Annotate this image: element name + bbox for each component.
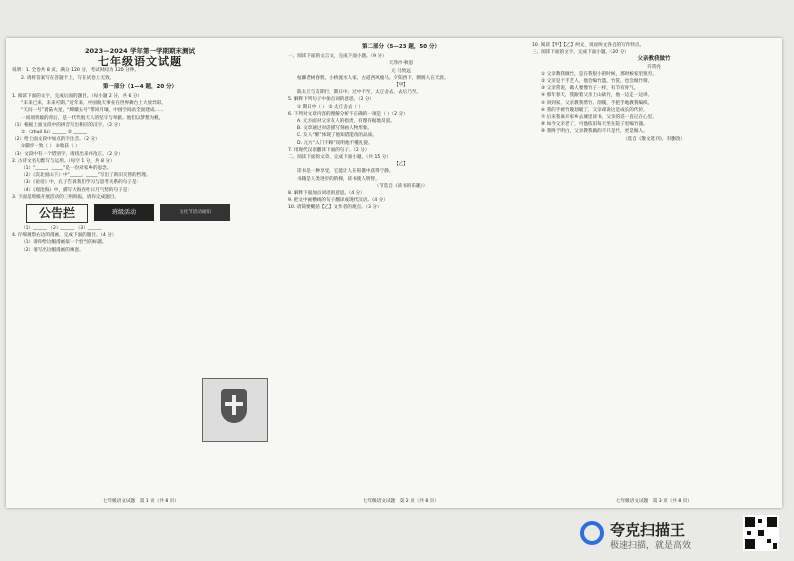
passage-label: 【甲】 [394,83,408,89]
poster-images [26,204,268,223]
q-line: 一、阅读下面的文言文，完成下面小题。（9 分） [288,54,387,60]
article-title: 父亲教我做竹 [637,56,671,63]
q-line: 三、阅读下面的文字，完成下面小题。（20 分） [532,50,629,56]
poster-1: 公告拦 [26,204,88,223]
note-2: 2. 请将答案写在答题卡上，写在试卷上无效。 [21,75,115,81]
page-footer: 七年级语文试题 第 1 页（共 8 页） [102,498,179,504]
cartoon-image [202,378,268,442]
page-footer: 七年级语文试题 第 2 页（共 8 页） [362,498,439,504]
article-para: ⑧ 如今父亲老了，可他依旧每天坐在院子里编竹器。 [541,122,648,128]
article-para: ① 父亲教我做竹，是在我很小的时候，那时候家里很穷。 [541,71,657,77]
exam-year: 2023—2024 学年第一学期期末测试 [85,47,195,55]
q-line: （1）______ （2）______ （3）______ [21,226,102,232]
poem-author: 元 马致远 [391,68,411,74]
page-1 [6,38,276,508]
q-line: A. 元方面对父亲友人的指责，有理有据地反驳。 [297,119,395,125]
q-line: “天问一号”着陆火星，“嫦娥五号”带回月壤，中国空间站全面建成…… [21,108,164,114]
exam-title: 七年级语文试题 [98,55,182,69]
q-line: 一项项突破的背后，是一代代航天人的坚守与奉献。他们以梦想为帆， [21,115,164,121]
cross-icon [225,402,243,406]
part-1-heading: 第一部分（1—4 题，20 分） [102,83,178,90]
q-line: 二、阅读下面的文章，完成下面小题。（共 15 分） [288,155,391,161]
q-line: （2）给上面文段中加点的字注音。（2 分） [12,137,100,143]
q-line: 3. 下面是班级开展活动的三则海报，请你完成题目。 [12,194,119,200]
q-line: D. 元方“入门不顾”说明他不懂礼貌。 [297,140,373,146]
article-para: ② 父亲是个手艺人，他会编竹篮、竹筐，也会做竹椅。 [541,79,653,85]
article-para: ⑤ 回到家，父亲教我劈竹、削篾，手把手地教我编织。 [541,100,653,106]
article-para: ③ 父亲常说，做人要像竹子一样，有节有骨气。 [541,86,639,92]
exam-paper [6,38,782,508]
passage-text: 读书是一种享受，它能让人在喧嚣中获得宁静。 [297,169,394,175]
watermark-name: 夸克扫描王 [610,521,686,539]
note-1: 说明：1. 全卷共 8 页，满分 120 分，考试时间为 120 分钟。 [12,68,139,74]
page-3 [526,38,782,508]
page-2 [282,38,520,508]
article-para: ⑥ 我的手被竹篾划破了，父亲却说这是成长的代价。 [541,107,648,113]
q-line: ① 期日中（ ） ② 太丘舍去（ ） [297,104,364,110]
q-line: 4. 仔细观察右边的漫画，完成下面的题目。（4 分） [12,233,117,239]
part-2-heading: 第二部分（5—23 题，50 分） [362,44,440,50]
q-line: （4）《观沧海》中，描写大海吞吐日月气势的句子是： [21,187,132,193]
article-author: 许常亮 [647,64,661,70]
q-line: 5. 解释下列句子中加点词的意思。（2 分） [288,97,375,103]
article-para: ④ 那年春天，我跟着父亲上山砍竹，他一边走一边讲。 [541,93,653,99]
quark-logo-icon [580,521,604,545]
poster-2: 班级活动 [94,204,154,221]
page-footer: 七年级语文试题 第 3 页（共 8 页） [615,498,692,504]
q-line: 2. 古诗文名句默写与运用。（每空 1 分，共 8 分） [12,158,115,164]
q-line: 7. 用现代汉语翻译下面的句子。（2 分） [288,147,370,153]
poster-3: 文化节活动通知 [160,204,230,221]
passage-text: 书籍是人类进步的阶梯，读书使人明智。 [297,176,380,182]
passage-label: 【乙】 [394,162,408,168]
q-line: （1）根据上面文段中的拼音写出相应的汉字。（2 分） [12,122,123,128]
q-line: 9. 把文中画横线的句子翻译成现代汉语。（4 分） [288,198,388,204]
q-line: （1）“_____，_____”是一份对家乡的思念。 [21,166,112,172]
article-para: ⑦ 后来我离开家乡去城里读书，父亲的话一直记在心里。 [541,115,657,121]
q-line: 8. 解释下面加点词语的意思。（4 分） [288,191,365,197]
q-line: B. 文章通过对话描写刻画人物形象。 [297,126,372,132]
article-source: （选自《散文选刊》，有删改） [622,136,685,142]
watermark-slogan: 极速扫描，就是高效 [610,541,692,551]
q-line: （1）请你给这幅漫画拟一个恰当的标题。 [21,240,107,246]
q-line: ① （zhuó lù）______ ② ______ [21,130,88,136]
q-line: （2）请写出这幅漫画的寓意。 [21,247,84,253]
q-line: ①脚步一致（ ） ②收获（ ） [21,144,80,150]
poem-text: 枯藤老树昏鸦，小桥流水人家，古道西风瘦马。夕阳西下，断肠人在天涯。 [297,75,449,81]
article-para: ⑨ 我终于明白，父亲教我做的不只是竹，更是做人。 [541,129,648,135]
q-line: （2）《次北固山下》中“_____，_____”写出了新旧交替的哲理。 [21,173,151,179]
scanner-watermark [580,515,780,553]
q-line: 1. 阅读下面的文字，完成后面的题目。（每小题 2 分，共 6 分） [12,94,143,100]
q-line: 6. 下列对文章内容的理解分析不正确的一项是（ ）（2 分） [288,111,408,117]
passage-source: （节选自《读书的乐趣》） [374,183,428,189]
passage-text: 陈太丘与友期行，期日中。过中不至，太丘舍去，去后乃至。 [297,90,422,96]
q-line: （3）文段中有一个错别字，请找出来并改正。（2 分） [12,151,123,157]
q-line: C. 友人“惭”体现了他知错能改的品质。 [297,133,377,139]
q-line: （3）《论语》中，孔子告诉我们学习与思考关系的句子是： [21,180,142,186]
q-line: “未来已来，未来可期。”近年来，中国航天事业在世界舞台上大放异彩。 [21,101,166,107]
qr-code-icon [743,515,779,551]
q-line: 10. 阅读【甲】【乙】两文，说说两文各自的写作特点。 [532,43,645,48]
poem-title: 天净沙·秋思 [388,61,414,67]
q-line: 10. 请简要概括【乙】文作者的观点。（3 分） [288,205,382,211]
